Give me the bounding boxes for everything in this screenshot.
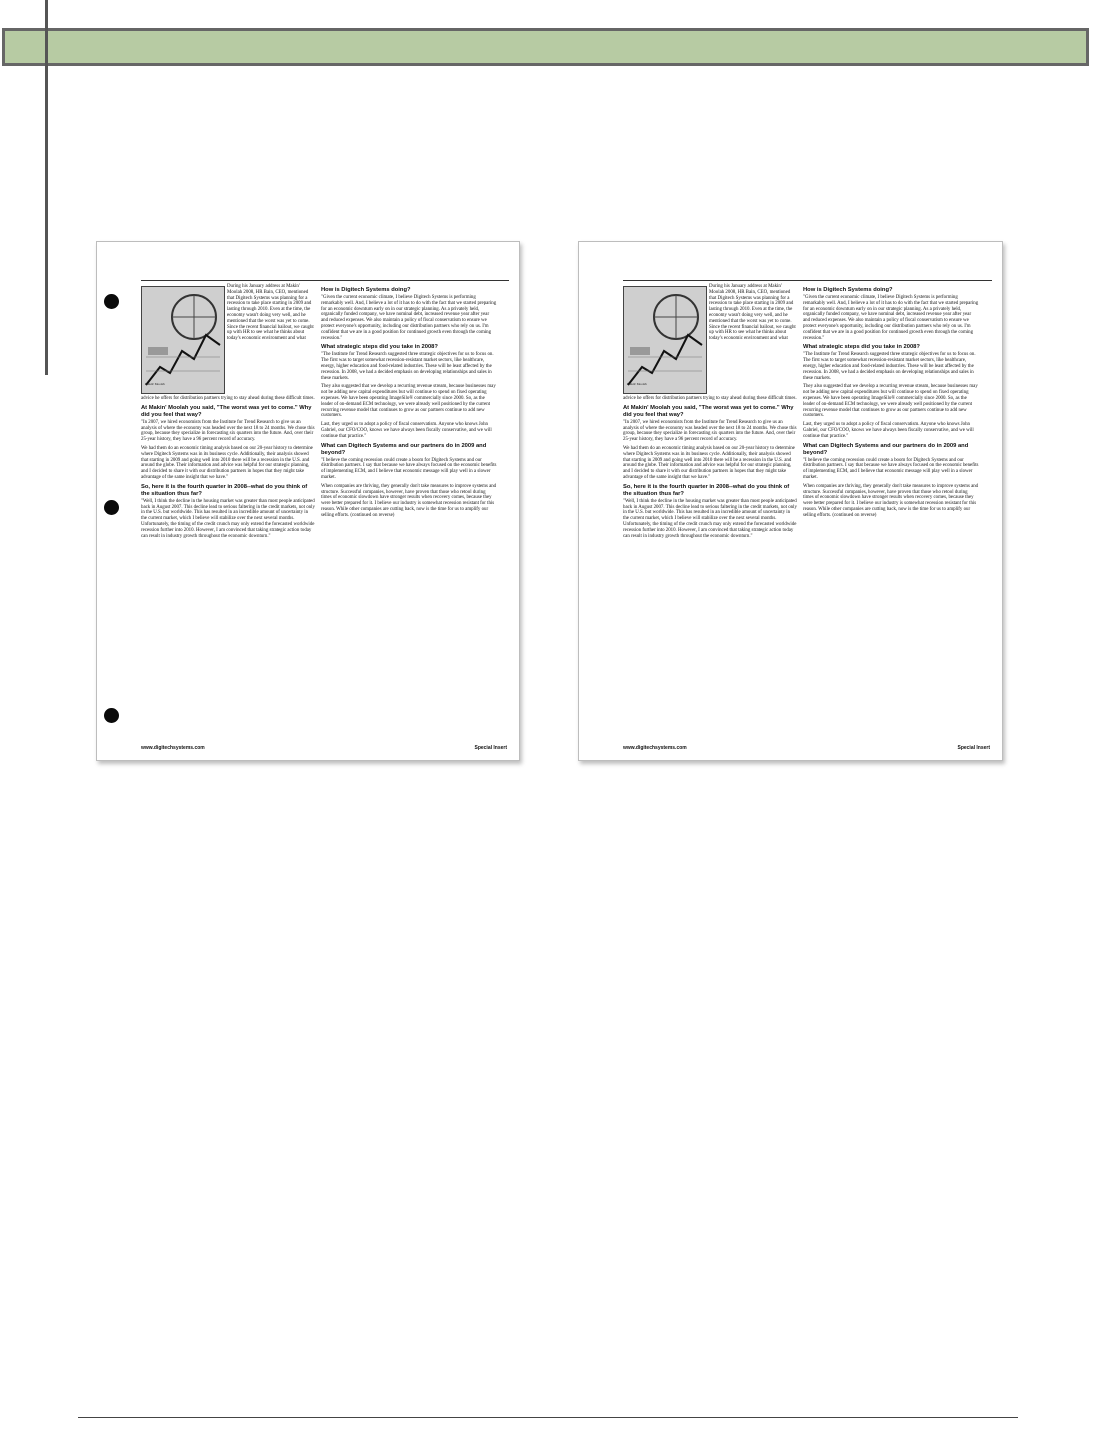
paragraph: When companies are thriving, they generally don't take measures to improve systems and structure. Successful companies, however, have proven that those who retool during times of economic slowdown have stronger results when recovery comes, because they were better prepared for it. I believe our industry is somewhat recession resistant for this reason. While other companies are cutting back, now is the time for us to amplify our selling efforts. (continued on reverse) — [321, 483, 497, 518]
article-column-left — [623, 396, 797, 542]
question-heading: What can Digitech Systems and our partners do in 2009 and beyond? — [803, 442, 969, 456]
newspaper-chart-photo — [141, 286, 225, 394]
paragraph: "In 2007, we hired economists from the Institute for Trend Research to give us an analysis of where the economy was headed over the next 18 to 24 months. We chose this group, because they specialize in forecasting six quarters into the future. And, over their 25-year history, they have a 96 percent record of accuracy. — [623, 419, 797, 443]
paragraph: "I believe the coming recession could create a boom for Digitech Systems and our distribution partners. I say that because we have always focused on the economic benefits of implementing ECM, and I believe that economic message will play well in a slower market. — [803, 457, 979, 480]
paragraph: During his January address at Makin' Moolah 2008, HR Bain, CEO, mentioned that Digitech Systems was planning for a recession to take place starting in 2009 and lasting through 2010. Even at the time, the economy wasn't doing very well, and he mentioned that the worst was yet to come. Since the recent financial bailout, we caught up with HR to see what he thinks about today's economic environment and what — [227, 284, 314, 342]
question-heading: What can Digitech Systems and our partners do in 2009 and beyond? — [321, 442, 487, 456]
binder-hole-icon — [104, 500, 119, 515]
footer-url: www.digitechsystems.com — [623, 745, 687, 751]
paragraph: "The Institute for Trend Research suggested three strategic objectives for us to focus on. The first was to target somewhat recession-resistant market sectors, like healthcare, energy, higher education and food-related industries. These will be least affected by the recession. In 2008, we had a decided emphasis on developing relationships and sales in these markets. — [321, 352, 494, 381]
paragraph: Last, they urged us to adopt a policy of fiscal conservatism. Anyone who knows John Gabriel, our CFO/COO, knows we have always been fiscally conservative, and we will continue that practice." — [803, 422, 974, 439]
article-column-intro — [227, 284, 315, 345]
photo-caption: Makin' Moolah — [145, 382, 165, 386]
question-heading: At Makin' Moolah you said, "The worst was yet to come." Why did you feel that way? — [623, 404, 794, 418]
article-column-left — [141, 396, 315, 542]
bottom-rule — [78, 1417, 1018, 1418]
paragraph: Last, they urged us to adopt a policy of fiscal conservatism. Anyone who knows John Gabriel, our CFO/COO, knows we have always been fiscally conservative, and we will continue that practice." — [321, 422, 492, 439]
paragraph: We had them do an economic timing analysis based on our 20-year history to determine where Digitech Systems was in its business cycle. Additionally, their analysis showed that starting in 2009 and going well into 2010 there will be a recession in the U.S. and around the globe. Their information and advice was helpful for our strategic planning, and I decided to share it with our distribution partners in hopes that they might take advantage of the same insight that we have." — [141, 445, 313, 480]
paragraph: During his January address at Makin' Moolah 2008, HR Bain, CEO, mentioned that Digitech Systems was planning for a recession to take place starting in 2009 and lasting through 2010. Even at the time, the economy wasn't doing very well, and he mentioned that the worst was yet to come. Since the recent financial bailout, we caught up with HR to see what he thinks about today's economic environment and what — [709, 284, 796, 342]
paragraph: "Given the current economic climate, I believe Digitech Systems is performing remarkably well. And, I believe a lot of it has to do with the fact that we started preparing for an economic downturn early on in our strategic planning. As a privately held, organically funded company, we have nominal debt, increased revenue year after year and reduced expenses. We also maintain a policy of fiscal conservatism to ensure we protect everyone's opportunity, including our distribution partners who rely on us. I'm confident that we are in a good position for continued growth even through the coming recession." — [803, 295, 979, 341]
page-top-rule — [623, 280, 992, 281]
paragraph: "Well, I think the decline in the housing market was greater than most people anticipated back in August 2007. This decline lead to serious faltering in the credit markets, not only in the U.S. but worldwide. This has resulted in an incredible amount of uncertainty in the current market, which I believe will stabilize over the next several months. Unfortunately, the timing of the credit crunch may only extend the forecasted worldwide recession further into 2010. However, I am convinced that taking strategic action today can result in industry growth throughout the economic downturn." — [141, 498, 315, 539]
photo-caption: Makin' Moolah — [627, 382, 647, 386]
paragraph: "Given the current economic climate, I believe Digitech Systems is performing remarkably well. And, I believe a lot of it has to do with the fact that we started preparing for an economic downturn early on in our strategic planning. As a privately held, organically funded company, we have nominal debt, increased revenue year after year and reduced expenses. We also maintain a policy of fiscal conservatism to ensure we protect everyone's opportunity, including our distribution partners who rely on us. I'm confident that we are in a good position for continued growth even through the coming recession." — [321, 295, 497, 341]
binder-hole-icon — [104, 708, 119, 723]
paragraph: They also suggested that we develop a recurring revenue stream, because businesses may not be adding new capital expenditures but will continue to spend on fixed operating expenses. We have been operating ImageSilo® commercially since 2000. So, as the leader of on-demand ECM technology, we were already well positioned by the current recurring revenue model that continues to grow as our partners continue to add new customers. — [803, 384, 978, 419]
question-heading: What strategic steps did you take in 2008? — [321, 344, 438, 351]
paragraph: advice he offers for distribution partners trying to stay ahead during these difficult times. — [623, 396, 797, 401]
article-column-intro — [709, 284, 797, 345]
paragraph: When companies are thriving, they generally don't take measures to improve systems and structure. Successful companies, however, have proven that those who retool during times of economic slowdown have stronger results when recovery comes, because they were better prepared for it. I believe our industry is somewhat recession resistant for this reason. While other companies are cutting back, now is the time for us to amplify our selling efforts. (continued on reverse) — [803, 483, 979, 518]
question-heading: How is Digitech Systems doing? — [803, 287, 893, 293]
footer-label: Special Insert — [474, 745, 507, 751]
paragraph: They also suggested that we develop a recurring revenue stream, because businesses may not be adding new capital expenditures but will continue to spend on fixed operating expenses. We have been operating ImageSilo® commercially since 2000. So, as the leader of on-demand ECM technology, we were already well positioned by the current recurring revenue model that continues to grow as our partners continue to add new customers. — [321, 384, 496, 419]
paragraph: "The Institute for Trend Research suggested three strategic objectives for us to focus on. The first was to target somewhat recession-resistant market sectors, like healthcare, energy, higher education and food-related industries. These will be least affected by the recession. In 2008, we had a decided emphasis on developing relationships and sales in these markets. — [803, 352, 976, 381]
footer-url: www.digitechsystems.com — [141, 745, 205, 751]
footer-label: Special Insert — [957, 745, 990, 751]
paragraph: "In 2007, we hired economists from the Institute for Trend Research to give us an analysis of where the economy was headed over the next 18 to 24 months. We chose this group, because they specialize in forecasting six quarters into the future. And, over their 25-year history, they have a 96 percent record of accuracy. — [141, 419, 315, 443]
header-bar — [2, 28, 1089, 66]
question-heading: So, here it is the fourth quarter in 2008--what do you think of the situation thus far? — [623, 483, 790, 497]
vertical-rule — [45, 0, 48, 375]
paragraph: We had them do an economic timing analysis based on our 20-year history to determine where Digitech Systems was in its business cycle. Additionally, their analysis showed that starting in 2009 and going well into 2010 there will be a recession in the U.S. and around the globe. Their information and advice was helpful for our strategic planning, and I decided to share it with our distribution partners in hopes that they might take advantage of the same insight that we have." — [623, 445, 795, 480]
paragraph: advice he offers for distribution partners trying to stay ahead during these difficult times. — [141, 396, 315, 401]
scanned-page-cleaned — [578, 241, 1003, 761]
scanned-page-original — [96, 241, 520, 761]
paragraph: "I believe the coming recession could create a boom for Digitech Systems and our distribution partners. I say that because we have always focused on the economic benefits of implementing ECM, and I believe that economic message will play well in a slower market. — [321, 457, 497, 480]
question-heading: How is Digitech Systems doing? — [321, 287, 411, 293]
article-column-right — [803, 284, 979, 522]
paragraph: "Well, I think the decline in the housing market was greater than most people anticipated back in August 2007. This decline lead to serious faltering in the credit markets, not only in the U.S. but worldwide. This has resulted in an incredible amount of uncertainty in the current market, which I believe will stabilize over the next several months. Unfortunately, the timing of the credit crunch may only extend the forecasted worldwide recession further into 2010. However, I am convinced that taking strategic action today can result in industry growth throughout the economic downturn." — [623, 498, 797, 539]
question-heading: So, here it is the fourth quarter in 2008--what do you think of the situation thus far? — [141, 483, 308, 497]
question-heading: What strategic steps did you take in 2008? — [803, 344, 920, 351]
newspaper-chart-photo — [623, 286, 707, 394]
article-column-right — [321, 284, 497, 522]
question-heading: At Makin' Moolah you said, "The worst was yet to come." Why did you feel that way? — [141, 404, 312, 418]
binder-hole-icon — [104, 294, 119, 309]
page-top-rule — [141, 280, 509, 281]
